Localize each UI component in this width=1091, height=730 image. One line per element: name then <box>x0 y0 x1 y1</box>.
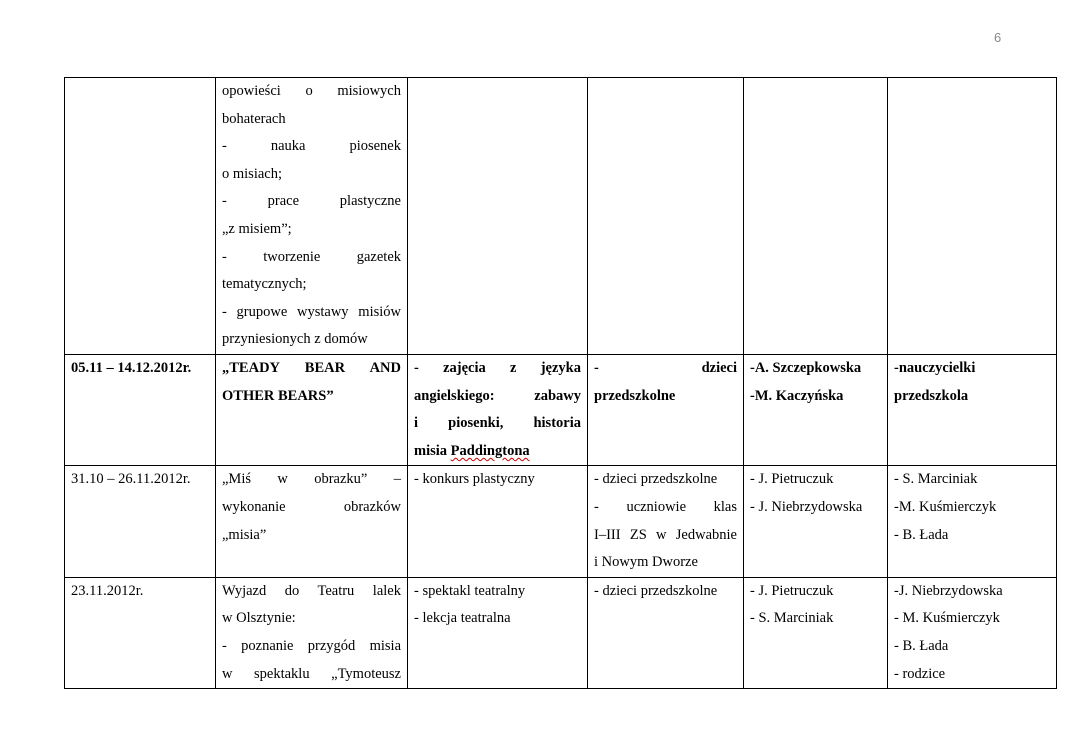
text-line: - dzieci <box>594 360 737 376</box>
cell-participants <box>588 466 744 577</box>
text-line: tematycznych; <box>222 276 307 293</box>
cell-participants <box>588 78 744 355</box>
cell-activities <box>216 466 408 577</box>
cell-date <box>65 355 216 466</box>
cell-responsible <box>744 466 888 577</box>
text-line: wykonanie obrazków <box>222 498 401 515</box>
cell-cooperating <box>888 466 1057 577</box>
date-text: 23.11.2012r. <box>71 582 144 599</box>
text-line: -M. Kuśmierczyk <box>894 498 997 515</box>
text-line: - M. Kuśmierczyk <box>894 610 1000 627</box>
text-line: w spektaklu „Tymoteusz <box>222 665 401 682</box>
text-line: - nauka piosenek <box>222 138 401 155</box>
text-line: w Olsztynie: <box>222 610 296 627</box>
table-row <box>65 577 1057 688</box>
text-line: bohaterach <box>222 110 286 127</box>
spellcheck-word: Paddingtona <box>450 442 530 459</box>
cell-activities <box>216 78 408 355</box>
text-line: „TEADY BEAR AND <box>222 360 401 376</box>
cell-activities <box>216 355 408 466</box>
cell-responsible <box>744 577 888 688</box>
text-line: - grupowe wystawy misiów <box>222 303 401 320</box>
text-line: - S. Marciniak <box>894 471 978 488</box>
text-line: - J. Pietruczuk <box>750 582 834 599</box>
text-line: - dzieci przedszkolne <box>594 471 718 488</box>
text-line: i Nowym Dworze <box>594 554 698 571</box>
text-line: Wyjazd do Teatru lalek <box>222 582 401 599</box>
cell-forms <box>408 466 588 577</box>
cell-cooperating <box>888 78 1057 355</box>
text-line: przedszkolne <box>594 387 676 404</box>
text-line: - dzieci przedszkolne <box>594 582 718 599</box>
text-line: - lekcja teatralna <box>414 610 511 627</box>
cell-forms <box>408 78 588 355</box>
table-row <box>65 78 1057 355</box>
cell-participants <box>588 355 744 466</box>
text-line: „z misiem”; <box>222 220 292 237</box>
text-line <box>414 438 581 466</box>
text-line: -A. Szczepkowska <box>750 360 862 376</box>
text-line: „misia” <box>222 526 267 543</box>
cell-cooperating <box>888 577 1057 688</box>
cell-responsible <box>744 78 888 355</box>
text-line: I–III ZS w Jedwabnie <box>594 526 737 543</box>
text-line: „Miś w obrazku” – <box>222 471 401 488</box>
text-line: przedszkola <box>894 387 969 404</box>
text-line: - B. Łada <box>894 526 949 543</box>
table-row <box>65 466 1057 577</box>
cell-date <box>65 78 216 355</box>
cell-date <box>65 466 216 577</box>
text-line: - S. Marciniak <box>750 610 834 627</box>
text-line: opowieści o misiowych <box>222 83 401 99</box>
text-fragment: misia <box>414 442 451 459</box>
cell-activities <box>216 577 408 688</box>
text-line: -J. Niebrzydowska <box>894 582 1003 599</box>
activity-plan-table <box>64 77 1057 689</box>
text-line: - konkurs plastyczny <box>414 471 535 488</box>
text-line: - rodzice <box>894 665 946 682</box>
text-line: - poznanie przygód misia <box>222 637 401 654</box>
text-line: -nauczycielki <box>894 360 976 376</box>
date-text: 31.10 – 26.11.2012r. <box>71 471 191 488</box>
text-line: i piosenki, historia <box>414 415 581 432</box>
cell-forms <box>408 355 588 466</box>
text-line: OTHER BEARS” <box>222 387 334 404</box>
text-line: przyniesionych z domów <box>222 331 368 348</box>
text-line: - B. Łada <box>894 637 949 654</box>
cell-responsible <box>744 355 888 466</box>
text-line: - zajęcia z języka <box>414 360 581 376</box>
text-line: o misiach; <box>222 165 283 182</box>
text-line: - tworzenie gazetek <box>222 248 401 265</box>
table-row <box>65 355 1057 466</box>
cell-forms <box>408 577 588 688</box>
text-line: angielskiego: zabawy <box>414 387 581 404</box>
cell-participants <box>588 577 744 688</box>
text-line: - spektakl teatralny <box>414 582 526 599</box>
cell-cooperating <box>888 355 1057 466</box>
cell-date <box>65 577 216 688</box>
page-number: 6 <box>994 30 1002 45</box>
text-line: - J. Niebrzydowska <box>750 498 863 515</box>
text-line: -M. Kaczyńska <box>750 387 844 404</box>
date-text: 05.11 – 14.12.2012r. <box>71 360 192 376</box>
text-line: - prace plastyczne <box>222 193 401 210</box>
text-line: - uczniowie klas <box>594 498 737 515</box>
text-line: - J. Pietruczuk <box>750 471 834 488</box>
